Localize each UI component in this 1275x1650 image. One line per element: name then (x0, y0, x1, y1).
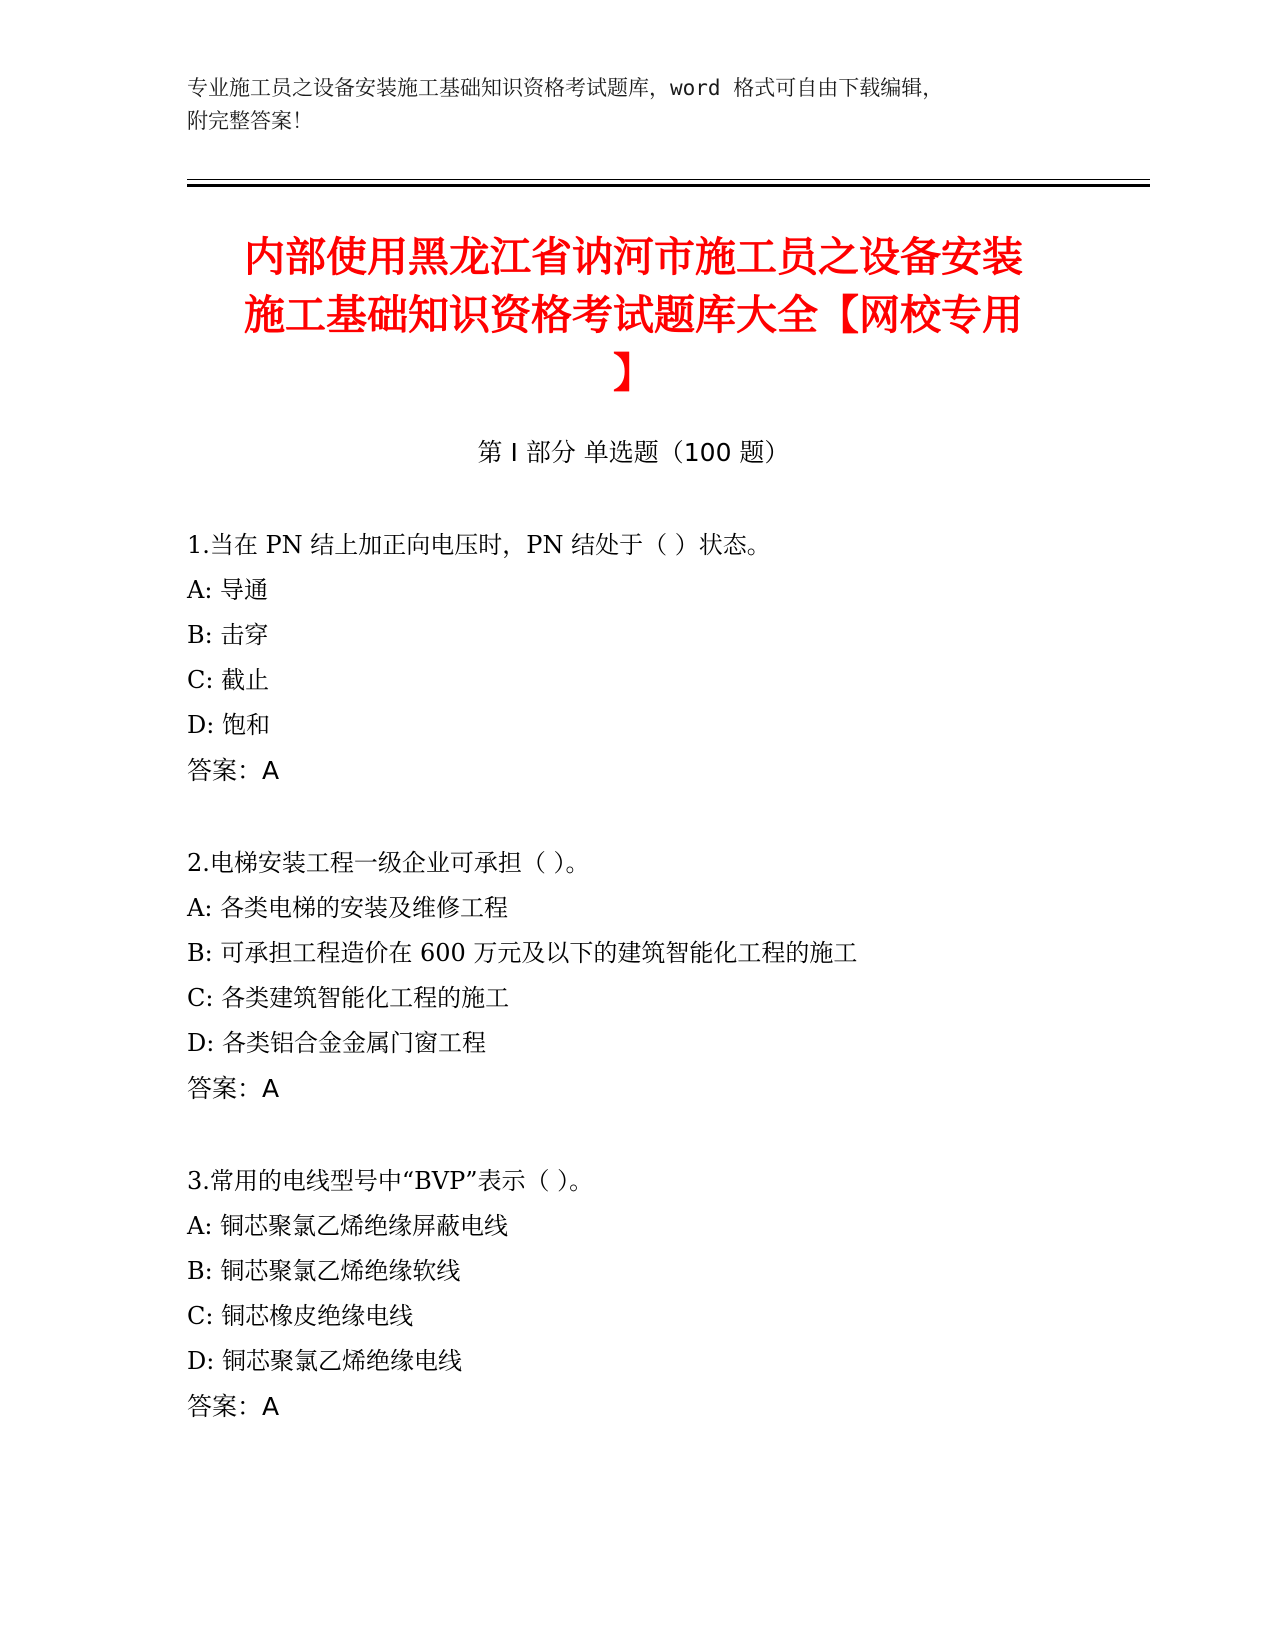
title-line-1: 内部使用黑龙江省讷河市施工员之设备安装 (244, 233, 1023, 281)
question-stem: 3.常用的电线型号中“BVP”表示（ ）。 (187, 1167, 594, 1195)
option-a: A: 铜芯聚氯乙烯绝缘屏蔽电线 (187, 1212, 509, 1240)
question-stem: 2.电梯安装工程一级企业可承担（ ）。 (187, 849, 590, 877)
option-d: D: 各类铝合金金属门窗工程 (187, 1029, 486, 1057)
question-1 (187, 523, 1087, 841)
question-3 (187, 1159, 1087, 1477)
title-line-2: 施工基础知识资格考试题库大全【网校专用 (244, 291, 1023, 339)
option-d: D: 铜芯聚氯乙烯绝缘电线 (187, 1347, 462, 1375)
option-c: C: 各类建筑智能化工程的施工 (187, 984, 510, 1012)
answer: 答案：A (187, 756, 280, 785)
header-divider-thick (187, 184, 1150, 187)
option-d: D: 饱和 (187, 711, 270, 739)
option-a: A: 导通 (187, 576, 269, 604)
question-2 (187, 841, 1087, 1159)
answer: 答案：A (187, 1074, 280, 1103)
answer: 答案：A (187, 1392, 280, 1421)
header-divider-thin (187, 179, 1150, 180)
option-b: B: 可承担工程造价在 600 万元及以下的建筑智能化工程的施工 (187, 939, 858, 967)
question-stem: 1.当在 PN 结上加正向电压时，PN 结处于（ ）状态。 (187, 531, 771, 559)
header-line-1: 专业施工员之设备安装施工基础知识资格考试题库，word 格式可自由下载编辑， (187, 76, 944, 100)
option-c: C: 截止 (187, 666, 270, 694)
option-b: B: 铜芯聚氯乙烯绝缘软线 (187, 1257, 461, 1285)
header-line-2: 附完整答案！ (187, 109, 313, 133)
section-heading: 第 I 部分 单选题（100 题） (477, 438, 790, 467)
page-header (187, 72, 1087, 138)
question-list (187, 523, 1087, 1477)
title-line-3: 】 (613, 349, 654, 397)
document-title (187, 228, 1080, 402)
option-a: A: 各类电梯的安装及维修工程 (187, 894, 509, 922)
option-b: B: 击穿 (187, 621, 269, 649)
option-c: C: 铜芯橡皮绝缘电线 (187, 1302, 414, 1330)
